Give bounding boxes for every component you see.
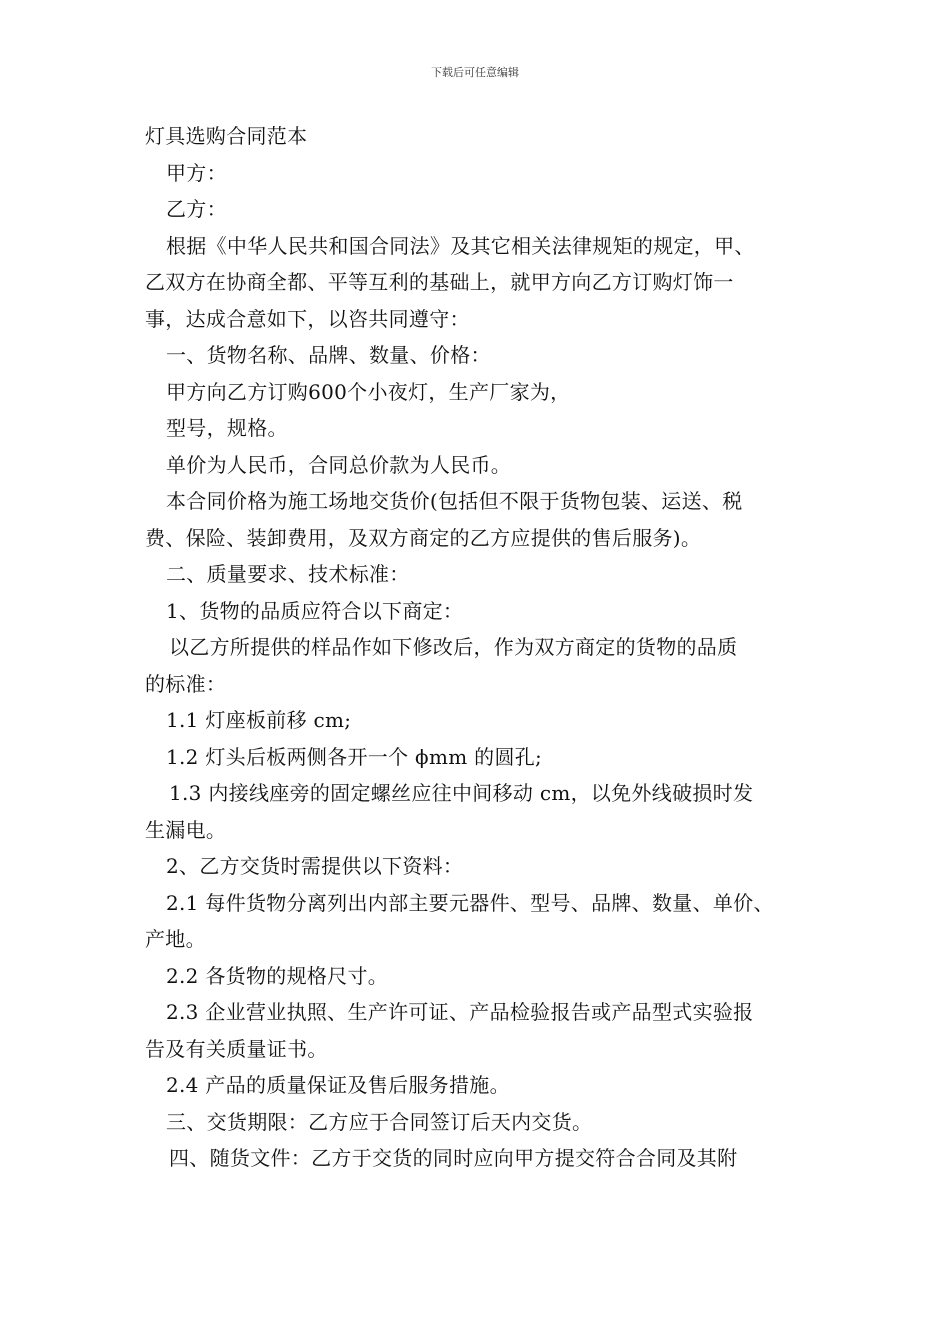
paragraph-line: 乙双方在协商全都、平等互利的基础上，就甲方向乙方订购灯饰一 xyxy=(145,270,734,294)
paragraph-line: 以乙方所提供的样品作如下修改后，作为双方商定的货物的品质 xyxy=(169,635,738,659)
document-body xyxy=(145,118,825,1177)
paragraph-line: 单价为人民币，合同总价款为人民币。 xyxy=(166,452,512,477)
paragraph-line: 生漏电。 xyxy=(145,817,227,842)
section-heading: 二、质量要求、技术标准： xyxy=(166,562,410,586)
paragraph-line: 根据《中华人民共和国合同法》及其它相关法律规矩的规定，甲、 xyxy=(166,233,755,258)
clause-line: 1.2 灯头后板两侧各开一个 ϕmm 的圆孔; xyxy=(166,744,543,769)
clause-line: 2.3 企业营业执照、生产许可证、产品检验报告或产品型式实验报 xyxy=(166,1000,754,1024)
paragraph-line: 甲方向乙方订购600个小夜灯，生产厂家为， xyxy=(166,379,571,404)
clause-line: 2.1 每件货物分离列出内部主要元器件、型号、品牌、数量、单价、 xyxy=(166,890,774,915)
clause-line: 1.3 内接线座旁的固定螺丝应往中间移动 cm，以免外线破损时发 xyxy=(169,781,754,805)
party-a-line: 甲方： xyxy=(166,160,227,185)
clause-line: 2.4 产品的质量保证及售后服务措施。 xyxy=(166,1073,510,1097)
clause-line: 2.2 各货物的规格尺寸。 xyxy=(166,963,389,988)
document-title: 灯具选购合同范本 xyxy=(145,124,308,148)
clause-line: 1.1 灯座板前移 cm; xyxy=(166,708,352,732)
section-heading: 一、货物名称、品牌、数量、价格： xyxy=(166,343,491,367)
clause-line: 2、乙方交货时需提供以下资料： xyxy=(166,854,464,878)
paragraph-line: 产地。 xyxy=(145,927,206,951)
paragraph-line: 型号，规格。 xyxy=(166,416,288,440)
section-heading: 四、随货文件：乙方于交货的同时应向甲方提交符合合同及其附 xyxy=(169,1146,738,1170)
clause-line: 1、货物的品质应符合以下商定： xyxy=(166,598,464,623)
section-heading: 三、交货期限：乙方应于合同签订后天内交货。 xyxy=(166,1109,593,1134)
paragraph-line: 的标准： xyxy=(145,671,227,696)
party-b-line: 乙方： xyxy=(166,197,227,221)
paragraph-line: 费、保险、装卸费用，及双方商定的乙方应提供的售后服务)。 xyxy=(145,525,702,550)
paragraph-line: 事，达成合意如下，以咨共同遵守： xyxy=(145,306,470,331)
paragraph-line: 告及有关质量证书。 xyxy=(145,1036,328,1061)
paragraph-line: 本合同价格为施工场地交货价(包括但不限于货物包装、运送、税 xyxy=(166,489,743,513)
page-header: 下载后可任意编辑 xyxy=(431,66,519,79)
